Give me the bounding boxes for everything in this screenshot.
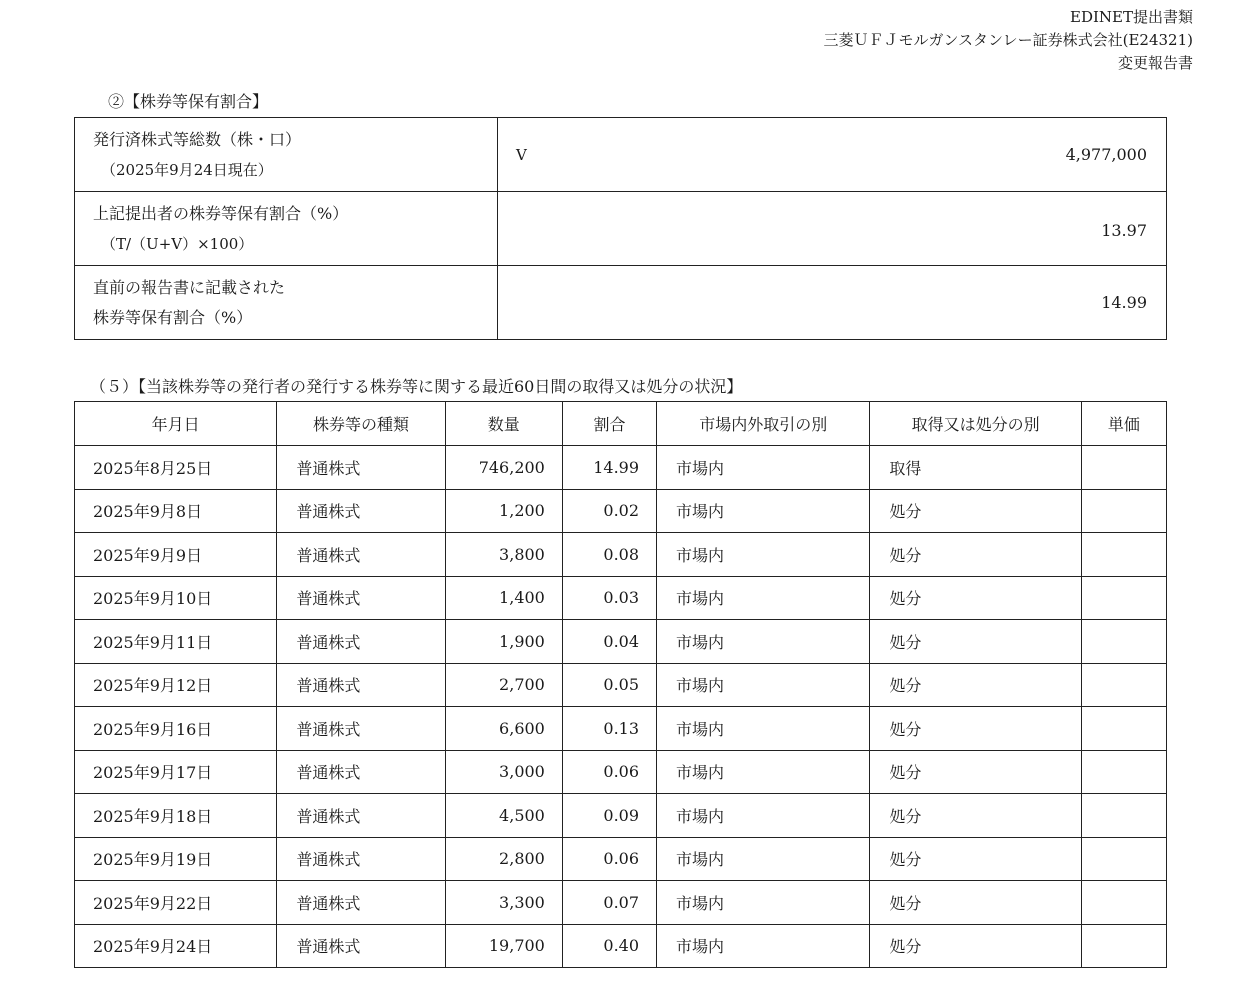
- header-ratio: 割合: [562, 402, 656, 446]
- header-edinet-label: EDINET提出書類: [1070, 8, 1193, 26]
- cell-quantity: 4,500: [445, 794, 562, 838]
- cell-market: 市場内: [657, 837, 870, 881]
- cell-date: 2025年9月17日: [75, 750, 277, 794]
- ratio-value: 4,977,000: [1065, 145, 1147, 164]
- table-header-row: [75, 402, 1167, 446]
- cell-unit-price: [1081, 750, 1166, 794]
- ratio-value-cell: [498, 266, 1167, 340]
- cell-date: 2025年9月19日: [75, 837, 277, 881]
- header-share-type: 株券等の種類: [277, 402, 445, 446]
- table-row: [75, 266, 1167, 340]
- table-row: [75, 881, 1167, 925]
- cell-unit-price: [1081, 794, 1166, 838]
- document-header: [823, 6, 1193, 75]
- cell-date: 2025年9月9日: [75, 533, 277, 577]
- ratio-label-line2: （T/（U+V）×100）: [101, 234, 254, 253]
- cell-unit-price: [1081, 837, 1166, 881]
- cell-market: 市場内: [657, 707, 870, 751]
- cell-ratio: 0.07: [562, 881, 656, 925]
- cell-quantity: 1,200: [445, 489, 562, 533]
- header-company-name: 三菱ＵＦＪモルガンスタンレー証券株式会社(E24321): [823, 31, 1193, 49]
- table-row: [75, 620, 1167, 664]
- cell-date: 2025年9月24日: [75, 924, 277, 968]
- header-report-type: 変更報告書: [1117, 54, 1193, 72]
- holding-ratio-table: [74, 117, 1167, 340]
- table-row: [75, 118, 1167, 192]
- holding-ratio-title: ②【株券等保有割合】: [108, 92, 269, 111]
- cell-share-type: 普通株式: [277, 750, 445, 794]
- table-row: [75, 192, 1167, 266]
- cell-ratio: 0.02: [562, 489, 656, 533]
- cell-quantity: 746,200: [445, 446, 562, 490]
- cell-share-type: 普通株式: [277, 489, 445, 533]
- cell-market: 市場内: [657, 489, 870, 533]
- cell-market: 市場内: [657, 924, 870, 968]
- cell-share-type: 普通株式: [277, 446, 445, 490]
- cell-action: 処分: [870, 707, 1081, 751]
- cell-date: 2025年9月12日: [75, 663, 277, 707]
- cell-action: 処分: [870, 663, 1081, 707]
- transactions-title: （５）【当該株券等の発行者の発行する株券等に関する最近60日間の取得又は処分の状況】: [90, 377, 743, 396]
- ratio-value: 13.97: [1101, 221, 1147, 240]
- cell-action: 処分: [870, 533, 1081, 577]
- cell-ratio: 0.06: [562, 837, 656, 881]
- cell-quantity: 3,300: [445, 881, 562, 925]
- cell-ratio: 14.99: [562, 446, 656, 490]
- ratio-value-cell: [498, 118, 1167, 192]
- cell-unit-price: [1081, 489, 1166, 533]
- ratio-label-cell: [75, 266, 498, 340]
- table-row: [75, 794, 1167, 838]
- cell-share-type: 普通株式: [277, 663, 445, 707]
- cell-share-type: 普通株式: [277, 576, 445, 620]
- cell-quantity: 3,000: [445, 750, 562, 794]
- cell-ratio: 0.06: [562, 750, 656, 794]
- cell-share-type: 普通株式: [277, 924, 445, 968]
- cell-unit-price: [1081, 663, 1166, 707]
- cell-unit-price: [1081, 576, 1166, 620]
- cell-action: 処分: [870, 924, 1081, 968]
- cell-quantity: 19,700: [445, 924, 562, 968]
- cell-ratio: 0.09: [562, 794, 656, 838]
- table-row: [75, 533, 1167, 577]
- cell-action: 取得: [870, 446, 1081, 490]
- cell-date: 2025年9月22日: [75, 881, 277, 925]
- cell-ratio: 0.05: [562, 663, 656, 707]
- ratio-label-line1: 直前の報告書に記載された: [93, 277, 286, 297]
- cell-quantity: 6,600: [445, 707, 562, 751]
- cell-unit-price: [1081, 924, 1166, 968]
- cell-market: 市場内: [657, 446, 870, 490]
- cell-market: 市場内: [657, 794, 870, 838]
- cell-quantity: 2,700: [445, 663, 562, 707]
- cell-share-type: 普通株式: [277, 794, 445, 838]
- ratio-label-line2: 株券等保有割合（%）: [93, 307, 253, 327]
- cell-unit-price: [1081, 707, 1166, 751]
- cell-action: 処分: [870, 489, 1081, 533]
- ratio-value: 14.99: [1101, 293, 1147, 312]
- table-row: [75, 924, 1167, 968]
- cell-date: 2025年8月25日: [75, 446, 277, 490]
- cell-action: 処分: [870, 881, 1081, 925]
- header-quantity: 数量: [445, 402, 562, 446]
- header-action: 取得又は処分の別: [870, 402, 1081, 446]
- cell-market: 市場内: [657, 533, 870, 577]
- cell-ratio: 0.40: [562, 924, 656, 968]
- cell-unit-price: [1081, 881, 1166, 925]
- header-market: 市場内外取引の別: [657, 402, 870, 446]
- cell-market: 市場内: [657, 750, 870, 794]
- cell-market: 市場内: [657, 663, 870, 707]
- ratio-label-line1: 発行済株式等総数（株・口）: [93, 129, 302, 149]
- cell-share-type: 普通株式: [277, 837, 445, 881]
- table-row: [75, 489, 1167, 533]
- cell-market: 市場内: [657, 576, 870, 620]
- cell-market: 市場内: [657, 881, 870, 925]
- table-row: [75, 707, 1167, 751]
- cell-date: 2025年9月11日: [75, 620, 277, 664]
- cell-action: 処分: [870, 750, 1081, 794]
- cell-date: 2025年9月16日: [75, 707, 277, 751]
- cell-date: 2025年9月10日: [75, 576, 277, 620]
- cell-action: 処分: [870, 794, 1081, 838]
- table-row: [75, 837, 1167, 881]
- ratio-value-tag: V: [516, 145, 527, 164]
- table-row: [75, 750, 1167, 794]
- cell-ratio: 0.13: [562, 707, 656, 751]
- cell-quantity: 1,400: [445, 576, 562, 620]
- cell-action: 処分: [870, 620, 1081, 664]
- cell-share-type: 普通株式: [277, 620, 445, 664]
- header-unit-price: 単価: [1081, 402, 1166, 446]
- cell-quantity: 3,800: [445, 533, 562, 577]
- cell-action: 処分: [870, 837, 1081, 881]
- cell-ratio: 0.08: [562, 533, 656, 577]
- cell-date: 2025年9月18日: [75, 794, 277, 838]
- cell-ratio: 0.04: [562, 620, 656, 664]
- cell-unit-price: [1081, 533, 1166, 577]
- cell-date: 2025年9月8日: [75, 489, 277, 533]
- cell-ratio: 0.03: [562, 576, 656, 620]
- ratio-label-line1: 上記提出者の株券等保有割合（%）: [93, 203, 349, 223]
- cell-action: 処分: [870, 576, 1081, 620]
- header-date: 年月日: [75, 402, 277, 446]
- cell-quantity: 1,900: [445, 620, 562, 664]
- table-row: [75, 663, 1167, 707]
- cell-quantity: 2,800: [445, 837, 562, 881]
- cell-unit-price: [1081, 620, 1166, 664]
- cell-share-type: 普通株式: [277, 533, 445, 577]
- transactions-table: [74, 401, 1167, 968]
- cell-unit-price: [1081, 446, 1166, 490]
- ratio-value-cell: [498, 192, 1167, 266]
- ratio-label-line2: （2025年9月24日現在）: [101, 160, 273, 179]
- ratio-label-cell: [75, 118, 498, 192]
- table-row: [75, 446, 1167, 490]
- cell-share-type: 普通株式: [277, 881, 445, 925]
- cell-market: 市場内: [657, 620, 870, 664]
- table-row: [75, 576, 1167, 620]
- ratio-label-cell: [75, 192, 498, 266]
- cell-share-type: 普通株式: [277, 707, 445, 751]
